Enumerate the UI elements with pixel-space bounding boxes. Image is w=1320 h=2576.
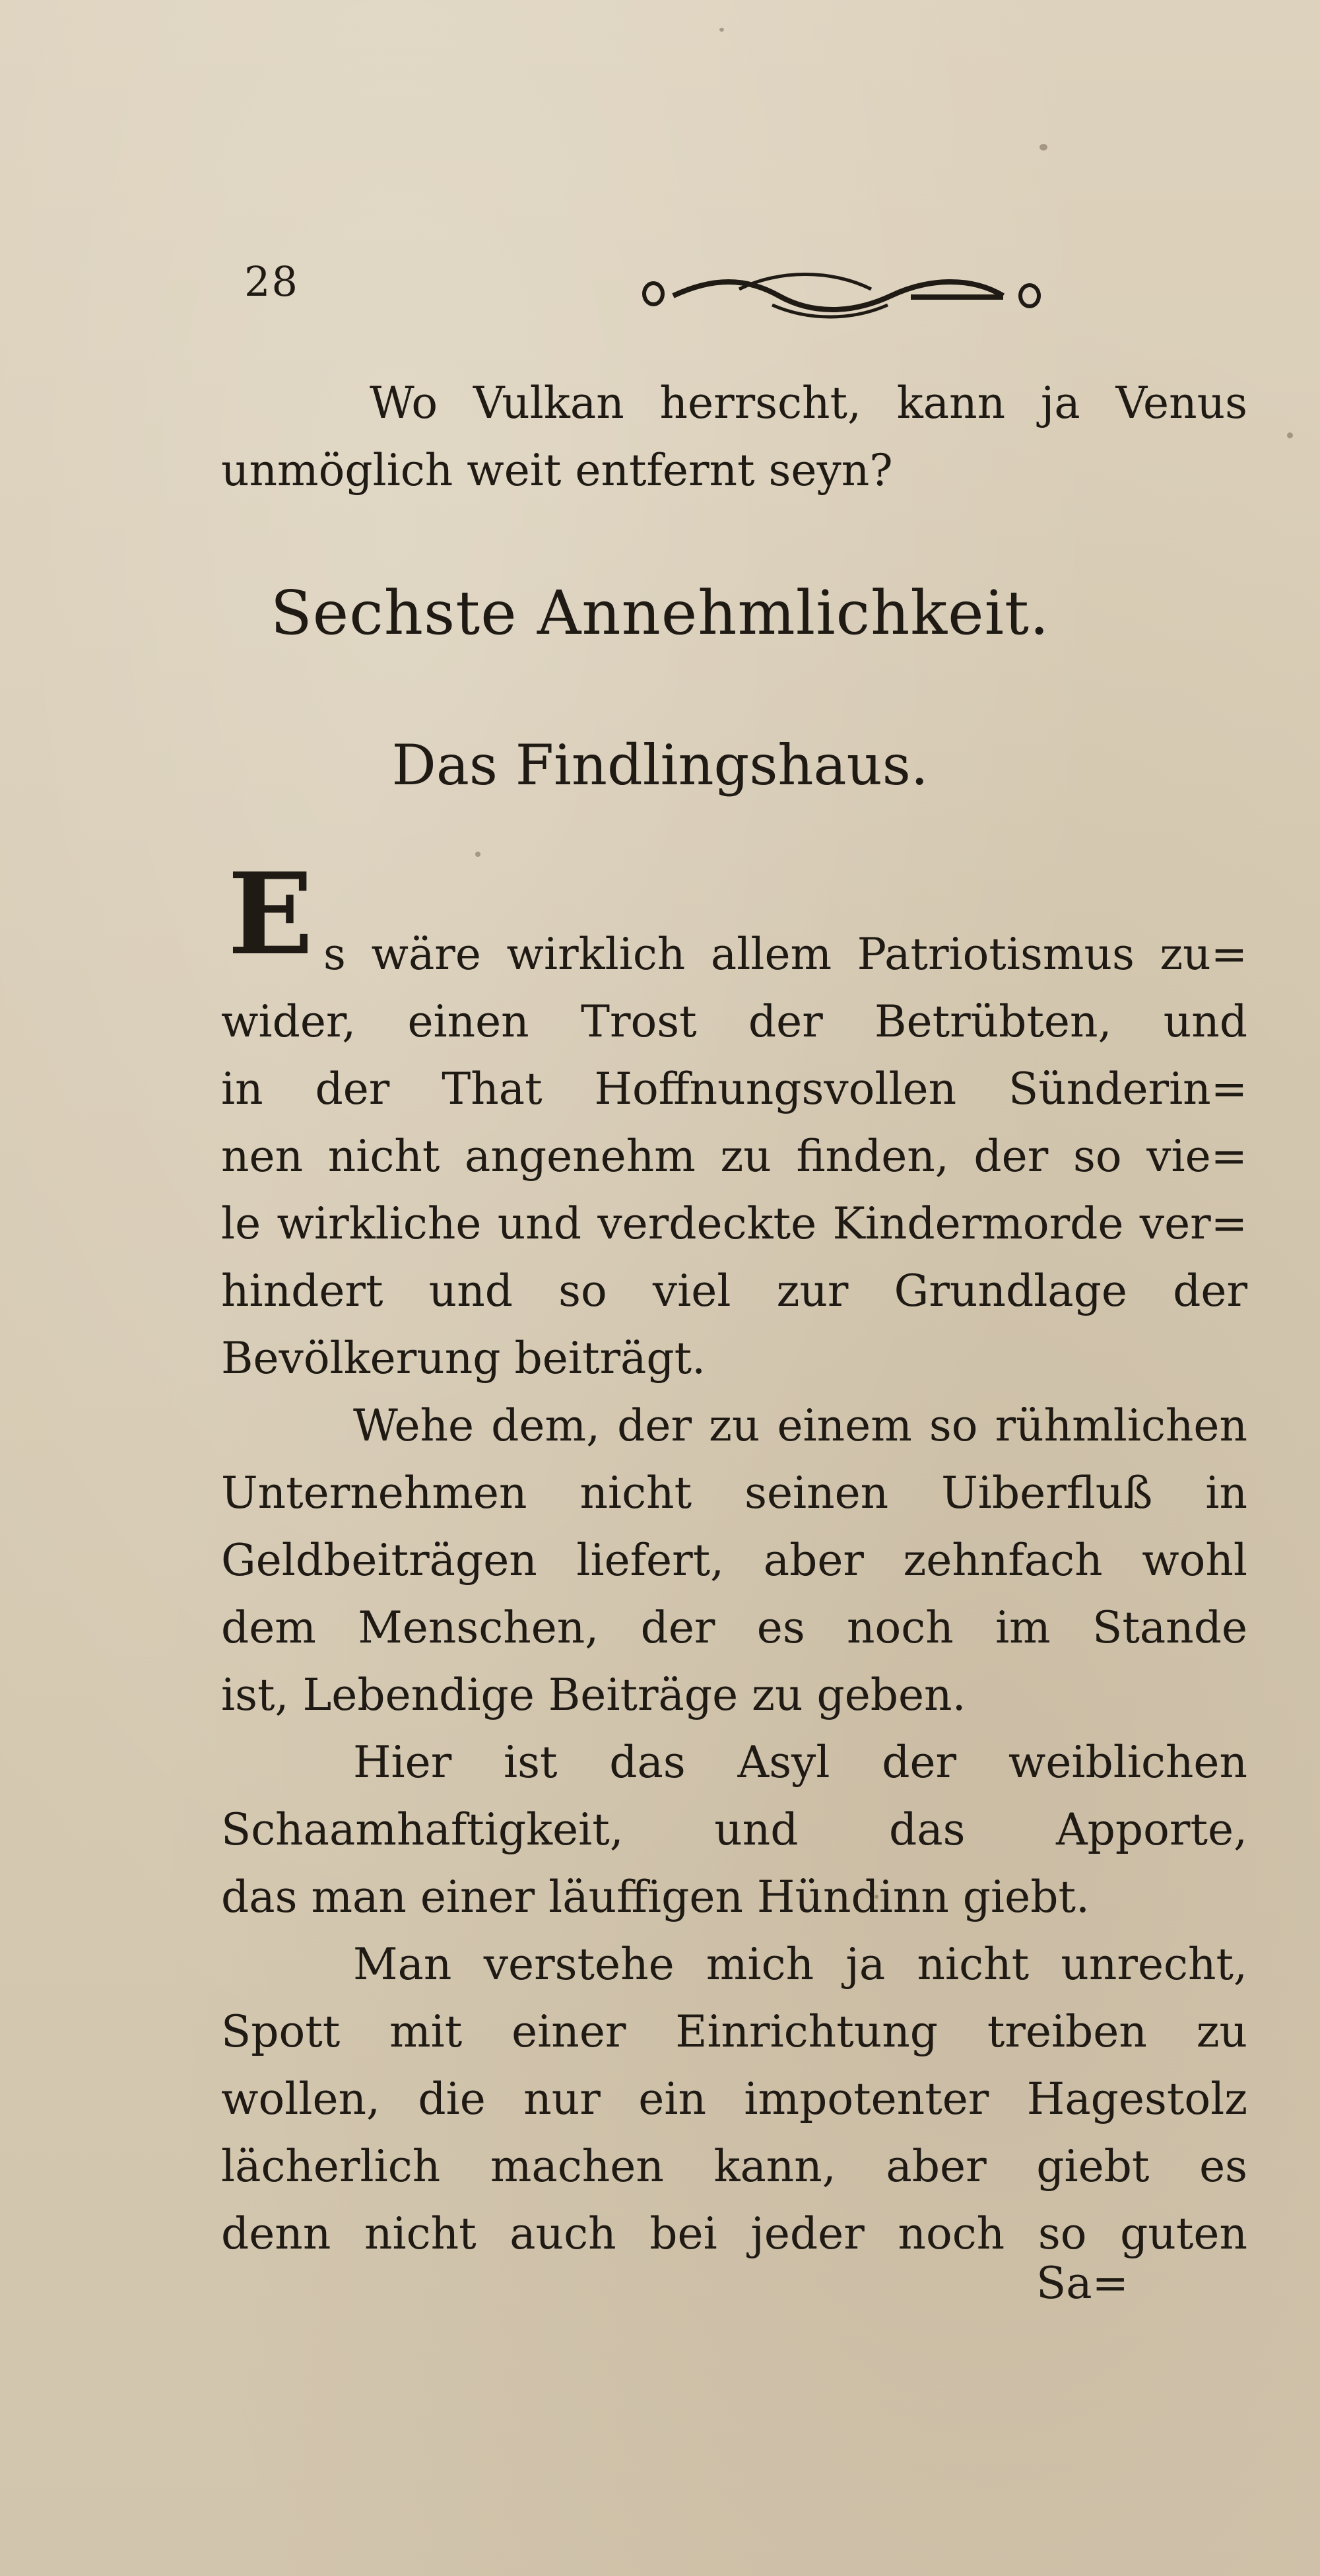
intro-line: Wo Vulkan herrscht, kann ja Venus — [370, 378, 1247, 428]
paragraph-line: Unternehmen nicht seinen Uiberfluß in — [221, 1468, 1247, 1518]
paper-speck — [475, 852, 480, 857]
paragraph-line: denn nicht auch bei jeder noch so guten — [221, 2208, 1247, 2259]
paragraph-line: Bevölkerung beiträgt. — [221, 1333, 706, 1384]
paragraph-line: dem Menschen, der es noch im Stande — [221, 1602, 1247, 1653]
paragraph-line: wollen, die nur ein impotenter Hagestolz — [221, 2074, 1247, 2124]
paragraph-line: s wäre wirklich allem Patriotismus zu= — [323, 929, 1247, 980]
paper-speck — [1287, 432, 1293, 438]
paper-speck — [1040, 144, 1047, 151]
intro-line: unmöglich weit entfernt seyn? — [221, 445, 893, 496]
section-title: Sechste Annehmlichkeit. — [270, 578, 1050, 648]
paragraph-line: in der That Hoffnungsvollen Sünderin= — [221, 1064, 1247, 1114]
drop-cap: E — [228, 848, 314, 980]
header-ornament-icon — [634, 264, 1135, 323]
catchword: Sa= — [1036, 2258, 1129, 2309]
paragraph-line: das man einer läuffigen Hündinn giebt. — [221, 1872, 1090, 1922]
paragraph-line: le wirkliche und verdeckte Kindermorde ver= — [221, 1198, 1247, 1249]
paragraph-line: lächerlich machen kann, aber giebt es — [221, 2141, 1247, 2192]
page-header — [244, 251, 904, 330]
paragraph-line: Hier ist das Asyl der weiblichen — [353, 1737, 1247, 1788]
paragraph-line: Wehe dem, der zu einem so rühmlichen — [353, 1400, 1247, 1451]
paragraph-line: Man verstehe mich ja nicht unrecht, — [353, 1939, 1247, 1990]
paragraph-line: Schaamhaftigkeit, und das Apporte, — [221, 1804, 1247, 1855]
paragraph-line: wider, einen Trost der Betrübten, und — [221, 996, 1247, 1047]
paragraph-line: ist, Lebendige Beiträge zu geben. — [221, 1670, 966, 1720]
page-number: 28 — [244, 257, 299, 306]
paper-speck — [719, 28, 724, 32]
paragraph-line: Geldbeiträgen liefert, aber zehnfach wohl — [221, 1535, 1247, 1586]
paragraph-line: hindert und so viel zur Grundlage der — [221, 1266, 1247, 1316]
paragraph-line: nen nicht angenehm zu finden, der so vie= — [221, 1131, 1247, 1182]
section-subtitle: Das Findlingshaus. — [391, 733, 929, 797]
paragraph-line: Spott mit einer Einrichtung treiben zu — [221, 2006, 1247, 2057]
